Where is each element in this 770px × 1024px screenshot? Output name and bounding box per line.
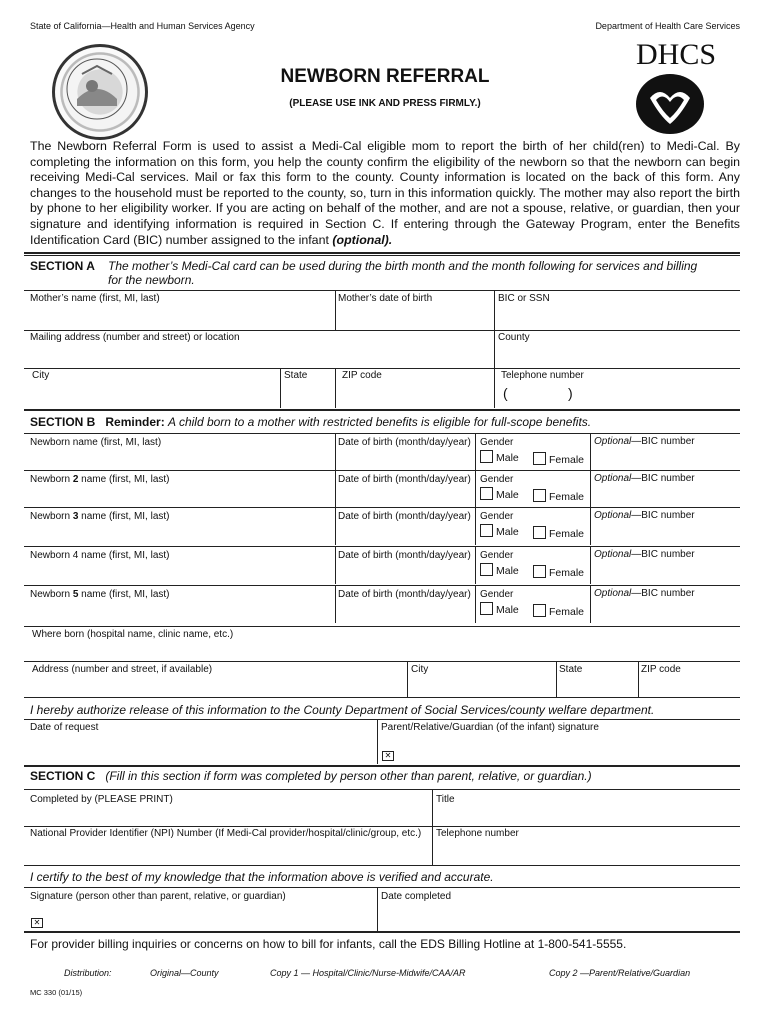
checkbox-icon xyxy=(480,563,493,576)
newborn-bic-label: Optional—BIC number xyxy=(594,473,695,484)
mother-name-label: Mother’s name (first, MI, last) xyxy=(30,293,160,304)
mother-dob-label: Mother’s date of birth xyxy=(338,293,433,304)
newborn-dob-label: Date of birth (month/day/year) xyxy=(338,589,471,600)
checkbox-icon xyxy=(533,452,546,465)
newborn-dob-label: Date of birth (month/day/year) xyxy=(338,511,471,522)
birth-state-label: State xyxy=(559,664,583,675)
npi-label: National Provider Identifier (NPI) Number (If Medi-Cal provider/hospital/clinic/group, etc.) xyxy=(30,828,422,839)
birth-zip-label: ZIP code xyxy=(641,664,681,675)
dhcs-logo-icon xyxy=(628,36,738,136)
mailing-address-label: Mailing address (number and street) or location xyxy=(30,332,240,343)
male-checkbox[interactable]: Male xyxy=(480,602,519,616)
form-subtitle: (PLEASE USE INK AND PRESS FIRMLY.) xyxy=(289,98,481,109)
where-born-label: Where born (hospital name, clinic name, etc.) xyxy=(32,629,234,640)
checkbox-icon xyxy=(480,524,493,537)
billing-hotline: For provider billing inquiries or concerns on how to bill for infants, call the EDS Billing Hotline at 1-800-541-5555. xyxy=(30,937,627,951)
state-label: State xyxy=(284,370,308,381)
newborn-bic-label: Optional—BIC number xyxy=(594,588,695,599)
phone-label: Telephone number xyxy=(501,370,584,381)
checkbox-icon xyxy=(533,526,546,539)
newborn-bic-label: Optional—BIC number xyxy=(594,436,695,447)
title-label: Title xyxy=(436,794,455,805)
form-title: NEWBORN REFERRAL xyxy=(280,66,490,87)
signature-label: Signature (person other than parent, relative, or guardian) xyxy=(30,891,286,902)
section-a-note: The mother’s Medi-Cal card can be used during the birth month and the month following for services and billing for the newborn. xyxy=(108,259,698,287)
newborn-gender-label: Gender xyxy=(480,550,514,561)
birth-city-label: City xyxy=(411,664,429,675)
male-checkbox[interactable]: Male xyxy=(480,487,519,501)
newborn-dob-label: Date of birth (month/day/year) xyxy=(338,474,471,485)
distribution-label: Distribution: xyxy=(64,968,112,978)
city-label: City xyxy=(32,370,50,381)
female-checkbox[interactable]: Female xyxy=(533,565,584,579)
male-checkbox[interactable]: Male xyxy=(480,563,519,577)
section-c-signature-mark-icon: ✕ xyxy=(31,918,43,928)
checkbox-icon xyxy=(533,604,546,617)
newborn-name-label: Newborn 2 name (first, MI, last) xyxy=(30,474,170,485)
date-completed-label: Date completed xyxy=(381,891,452,902)
intro-paragraph: The Newborn Referral Form is used to assist a Medi-Cal eligible mom to report the birth of her child(ren) to Medi-Cal. By completing the information on this form, you help the county confirm the eligibility of the newborn so that the newborn can begin receiving Medi-Cal services. Mail or fax this form to the county. County information is located on the back of this form. Any changes to the household must be reported to the county, so, turn in this information quickly. The mother may also report the birth by phone to her eligibility worker. If you are acting on behalf of the mother, and are not a spouse, relative, or guardian, then your signature and identifying information is required in Section C. If entering through the Gateway Program, enter the Benefits Identification Card (BIC) number assigned to the infant (optional). xyxy=(30,139,740,247)
newborn-bic-label: Optional—BIC number xyxy=(594,549,695,560)
date-request-label: Date of request xyxy=(30,722,99,733)
svg-text:DHCS: DHCS xyxy=(636,38,717,71)
section-c-phone-label: Telephone number xyxy=(436,828,519,839)
section-a-heading: SECTION A xyxy=(30,259,95,273)
california-seal-icon xyxy=(52,44,148,140)
section-c-heading: SECTION C (Fill in this section if form was completed by person other than parent, relative, or guardian.) xyxy=(30,769,592,783)
newborn-dob-label: Date of birth (month/day/year) xyxy=(338,550,471,561)
distribution-copy1: Copy 1 — Hospital/Clinic/Nurse-Midwife/CAA/AR xyxy=(270,968,466,978)
newborn-gender-label: Gender xyxy=(480,437,514,448)
newborn-name-label: Newborn 4 name (first, MI, last) xyxy=(30,550,170,561)
authorize-statement: I hereby authorize release of this information to the County Department of Social Services/county welfare department. xyxy=(30,703,655,717)
signature-mark-icon: ✕ xyxy=(382,751,394,761)
distribution-original: Original—County xyxy=(150,968,219,978)
female-checkbox[interactable]: Female xyxy=(533,604,584,618)
newborn-name-label: Newborn 5 name (first, MI, last) xyxy=(30,589,170,600)
checkbox-icon xyxy=(480,487,493,500)
form-id: MC 330 (01/15) xyxy=(30,988,83,997)
newborn-gender-label: Gender xyxy=(480,589,514,600)
checkbox-icon xyxy=(533,565,546,578)
address-label: Address (number and street, if available) xyxy=(32,664,213,675)
female-checkbox[interactable]: Female xyxy=(533,489,584,503)
distribution-copy2: Copy 2 —Parent/Relative/Guardian xyxy=(549,968,691,978)
agency-name: State of California—Health and Human Services Agency xyxy=(30,21,255,31)
newborn-name-label: Newborn name (first, MI, last) xyxy=(30,437,162,448)
male-checkbox[interactable]: Male xyxy=(480,450,519,464)
county-label: County xyxy=(498,332,530,343)
certify-statement: I certify to the best of my knowledge that the information above is verified and accurate. xyxy=(30,870,494,884)
newborn-dob-label: Date of birth (month/day/year) xyxy=(338,437,471,448)
zip-label: ZIP code xyxy=(342,370,382,381)
checkbox-icon xyxy=(480,450,493,463)
phone-paren-open: ( xyxy=(503,385,508,401)
checkbox-icon xyxy=(533,489,546,502)
newborn-gender-label: Gender xyxy=(480,511,514,522)
female-checkbox[interactable]: Female xyxy=(533,452,584,466)
newborn-bic-label: Optional—BIC number xyxy=(594,510,695,521)
section-b-heading: SECTION B Reminder: A child born to a mother with restricted benefits is eligible for full-scope benefits. xyxy=(30,415,592,429)
checkbox-icon xyxy=(480,602,493,615)
female-checkbox[interactable]: Female xyxy=(533,526,584,540)
newborn-name-label: Newborn 3 name (first, MI, last) xyxy=(30,511,170,522)
department-name: Department of Health Care Services xyxy=(595,21,740,31)
intro-optional: (optional). xyxy=(332,232,393,247)
newborn-gender-label: Gender xyxy=(480,474,514,485)
phone-paren-close: ) xyxy=(568,385,573,401)
bic-ssn-label: BIC or SSN xyxy=(498,293,550,304)
completed-by-label: Completed by (PLEASE PRINT) xyxy=(30,794,173,805)
male-checkbox[interactable]: Male xyxy=(480,524,519,538)
parent-signature-label: Parent/Relative/Guardian (of the infant) signature xyxy=(381,722,599,733)
